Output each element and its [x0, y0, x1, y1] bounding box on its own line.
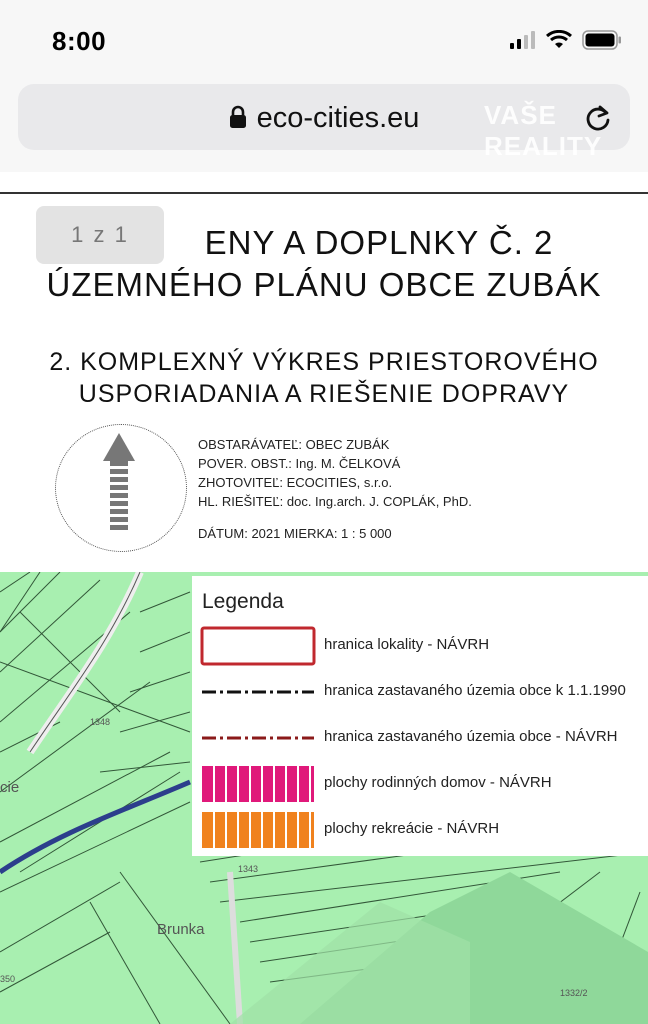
darkred-dash-dot-line-icon [200, 718, 316, 758]
legend-item-label: hranica zastavaného územia obce k 1.1.1990 [324, 682, 626, 699]
reload-icon[interactable] [584, 102, 612, 132]
info-zhotovitel: ZHOTOVITEĽ: ECOCITIES, s.r.o. [198, 475, 393, 490]
doc-subtitle-line2: USPORIADANIA A RIEŠENIE DOPRAVY [78, 380, 570, 408]
legend-item [192, 624, 648, 668]
wifi-icon [546, 30, 572, 50]
doc-subtitle-line1: 2. KOMPLEXNÝ VÝKRES PRIESTOROVÉHO [49, 348, 599, 376]
north-arrow [55, 424, 187, 552]
doc-title-line2: ÚZEMNÉHO PLÁNU OBCE ZUBÁK [46, 266, 602, 303]
page-counter: 1 z 1 [36, 206, 164, 264]
legend-item [192, 762, 648, 806]
orange-hatch-icon [200, 810, 316, 850]
lock-icon [229, 105, 247, 129]
legend-item-label: plochy rodinných domov - NÁVRH [324, 774, 552, 791]
legend-item [192, 670, 648, 714]
legend-item-label: plochy rekreácie - NÁVRH [324, 820, 500, 837]
status-icons [510, 28, 622, 52]
map-label-1343: 1343 [238, 864, 259, 874]
url-text: eco-cities.eu [256, 102, 420, 134]
magenta-hatch-icon [200, 764, 316, 804]
pdf-page[interactable] [0, 172, 648, 1024]
status-bar [0, 0, 648, 80]
info-pover: POVER. OBST.: Ing. M. ČELKOVÁ [198, 456, 401, 471]
legend-item-label: hranica zastavaného územia obce - NÁVRH [324, 728, 618, 745]
map-label-1348: 1348 [90, 717, 111, 727]
legend-panel [192, 576, 648, 856]
info-obstaravatel: OBSTARÁVATEĽ: OBEC ZUBÁK [198, 437, 390, 452]
map-label-brunka: Brunka [157, 921, 205, 938]
address-bar[interactable] [18, 84, 630, 161]
watermark-text: VAŠE REALITY [484, 100, 603, 161]
signal-icon [510, 31, 536, 49]
browser-toolbar [0, 80, 648, 173]
battery-icon [582, 30, 622, 50]
legend-item-label: hranica lokality - NÁVRH [324, 636, 490, 653]
map-label-350: 350 [0, 974, 16, 984]
page-frame-line [0, 192, 648, 194]
info-datum: DÁTUM: 2021 MIERKA: 1 : 5 000 [198, 526, 392, 541]
info-hl-riesitel: HL. RIEŠITEĽ: doc. Ing.arch. J. COPLÁK, PhD. [198, 494, 472, 509]
legend-title: Legenda [202, 590, 284, 613]
doc-info-block [198, 435, 472, 543]
map-label-1332: 1332/2 [560, 988, 588, 998]
doc-title-line1: ENY A DOPLNKY Č. 2 [204, 224, 554, 261]
legend-item [192, 716, 648, 760]
red-outline-box-icon [200, 626, 316, 666]
north-arrow-icon [56, 425, 186, 551]
legend-item [192, 808, 648, 852]
status-time: 8:00 [52, 26, 107, 56]
map-label-cie: cie [0, 779, 20, 796]
black-dash-dot-line-icon [200, 672, 316, 712]
